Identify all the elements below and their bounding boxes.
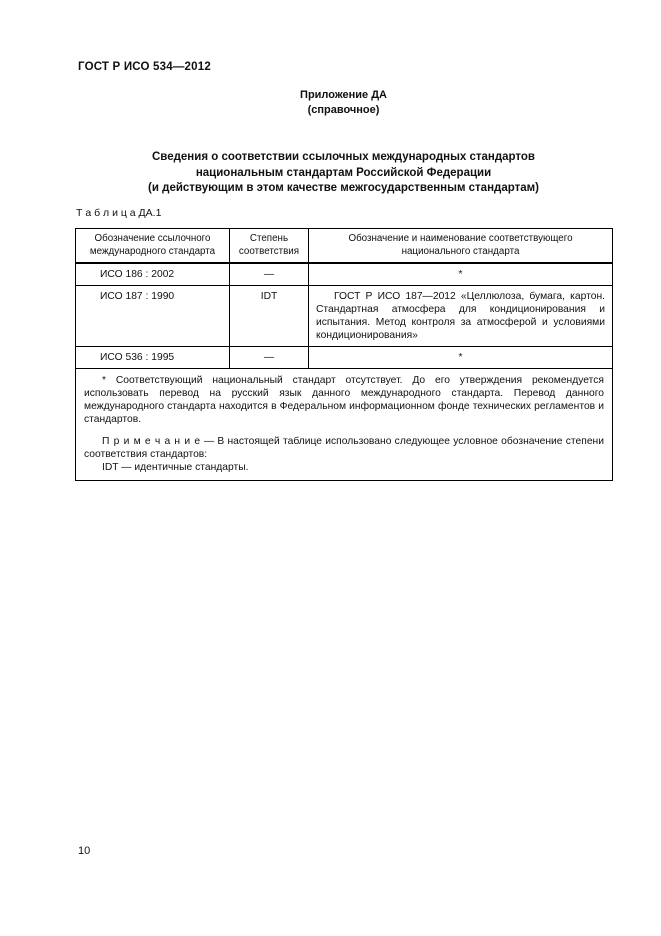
note-label: П р и м е ч а н и е [102, 436, 201, 447]
cell-national-standard: * [309, 263, 613, 286]
cell-reference-standard: ИСО 186 : 2002 [76, 263, 230, 286]
document-number-header: ГОСТ Р ИСО 534—2012 [78, 61, 211, 73]
cell-degree: — [230, 263, 309, 286]
cell-degree: — [230, 347, 309, 369]
table-row [76, 286, 613, 347]
appendix-type: (справочное) [307, 104, 380, 116]
table-footer-cell [76, 369, 613, 481]
appendix-heading [75, 88, 612, 118]
note-item-idt: IDT — идентичные стандарты. [102, 462, 249, 473]
table-footnote: * Соответствующий национальный стандарт отсутствует. До его утверждения рекомендуется использовать перевод на русский язык данного международного стандарта. Перевод данного международного стандарта находится в Федеральном информационном фонде технических регламентов и стандартов. [84, 375, 604, 425]
appendix-label: Приложение ДА [300, 89, 387, 101]
table-note [84, 435, 604, 461]
note-text: — В настоящей таблице использовано следующее условное обозначение степени соответствия стандартов: [84, 436, 604, 460]
title-line-3: (и действующим в этом качестве межгосударственным стандартам) [148, 182, 539, 194]
table-header-row [76, 229, 613, 264]
column-header-national-standard: Обозначение и наименование соответствующего национального стандарта [309, 229, 613, 264]
title-line-1: Сведения о соответствии ссылочных международных стандартов [151, 151, 535, 163]
cell-degree: IDT [230, 286, 309, 347]
table-row [76, 263, 613, 286]
page-title [75, 150, 612, 197]
title-line-2: национальным стандартам Российской Федерации [195, 166, 492, 179]
cell-national-standard: * [309, 347, 613, 369]
table-caption: Т а б л и ц а ДА.1 [76, 207, 162, 219]
cell-national-standard: ГОСТ Р ИСО 187—2012 «Целлюлоза, бумага, картон. Стандартная атмосфера для кондиционирования и испытания. Метод контроля за атмосферой и условиями кондиционирования» [309, 286, 613, 347]
column-header-reference-standard: Обозначение ссылочного международного стандарта [76, 229, 230, 264]
cell-reference-standard: ИСО 536 : 1995 [76, 347, 230, 369]
cell-reference-standard: ИСО 187 : 1990 [76, 286, 230, 347]
table-footer-row [76, 369, 613, 481]
correspondence-table [75, 228, 613, 481]
column-header-degree: Степень соответствия [230, 229, 309, 264]
table-row [76, 347, 613, 369]
page-number: 10 [78, 845, 91, 857]
